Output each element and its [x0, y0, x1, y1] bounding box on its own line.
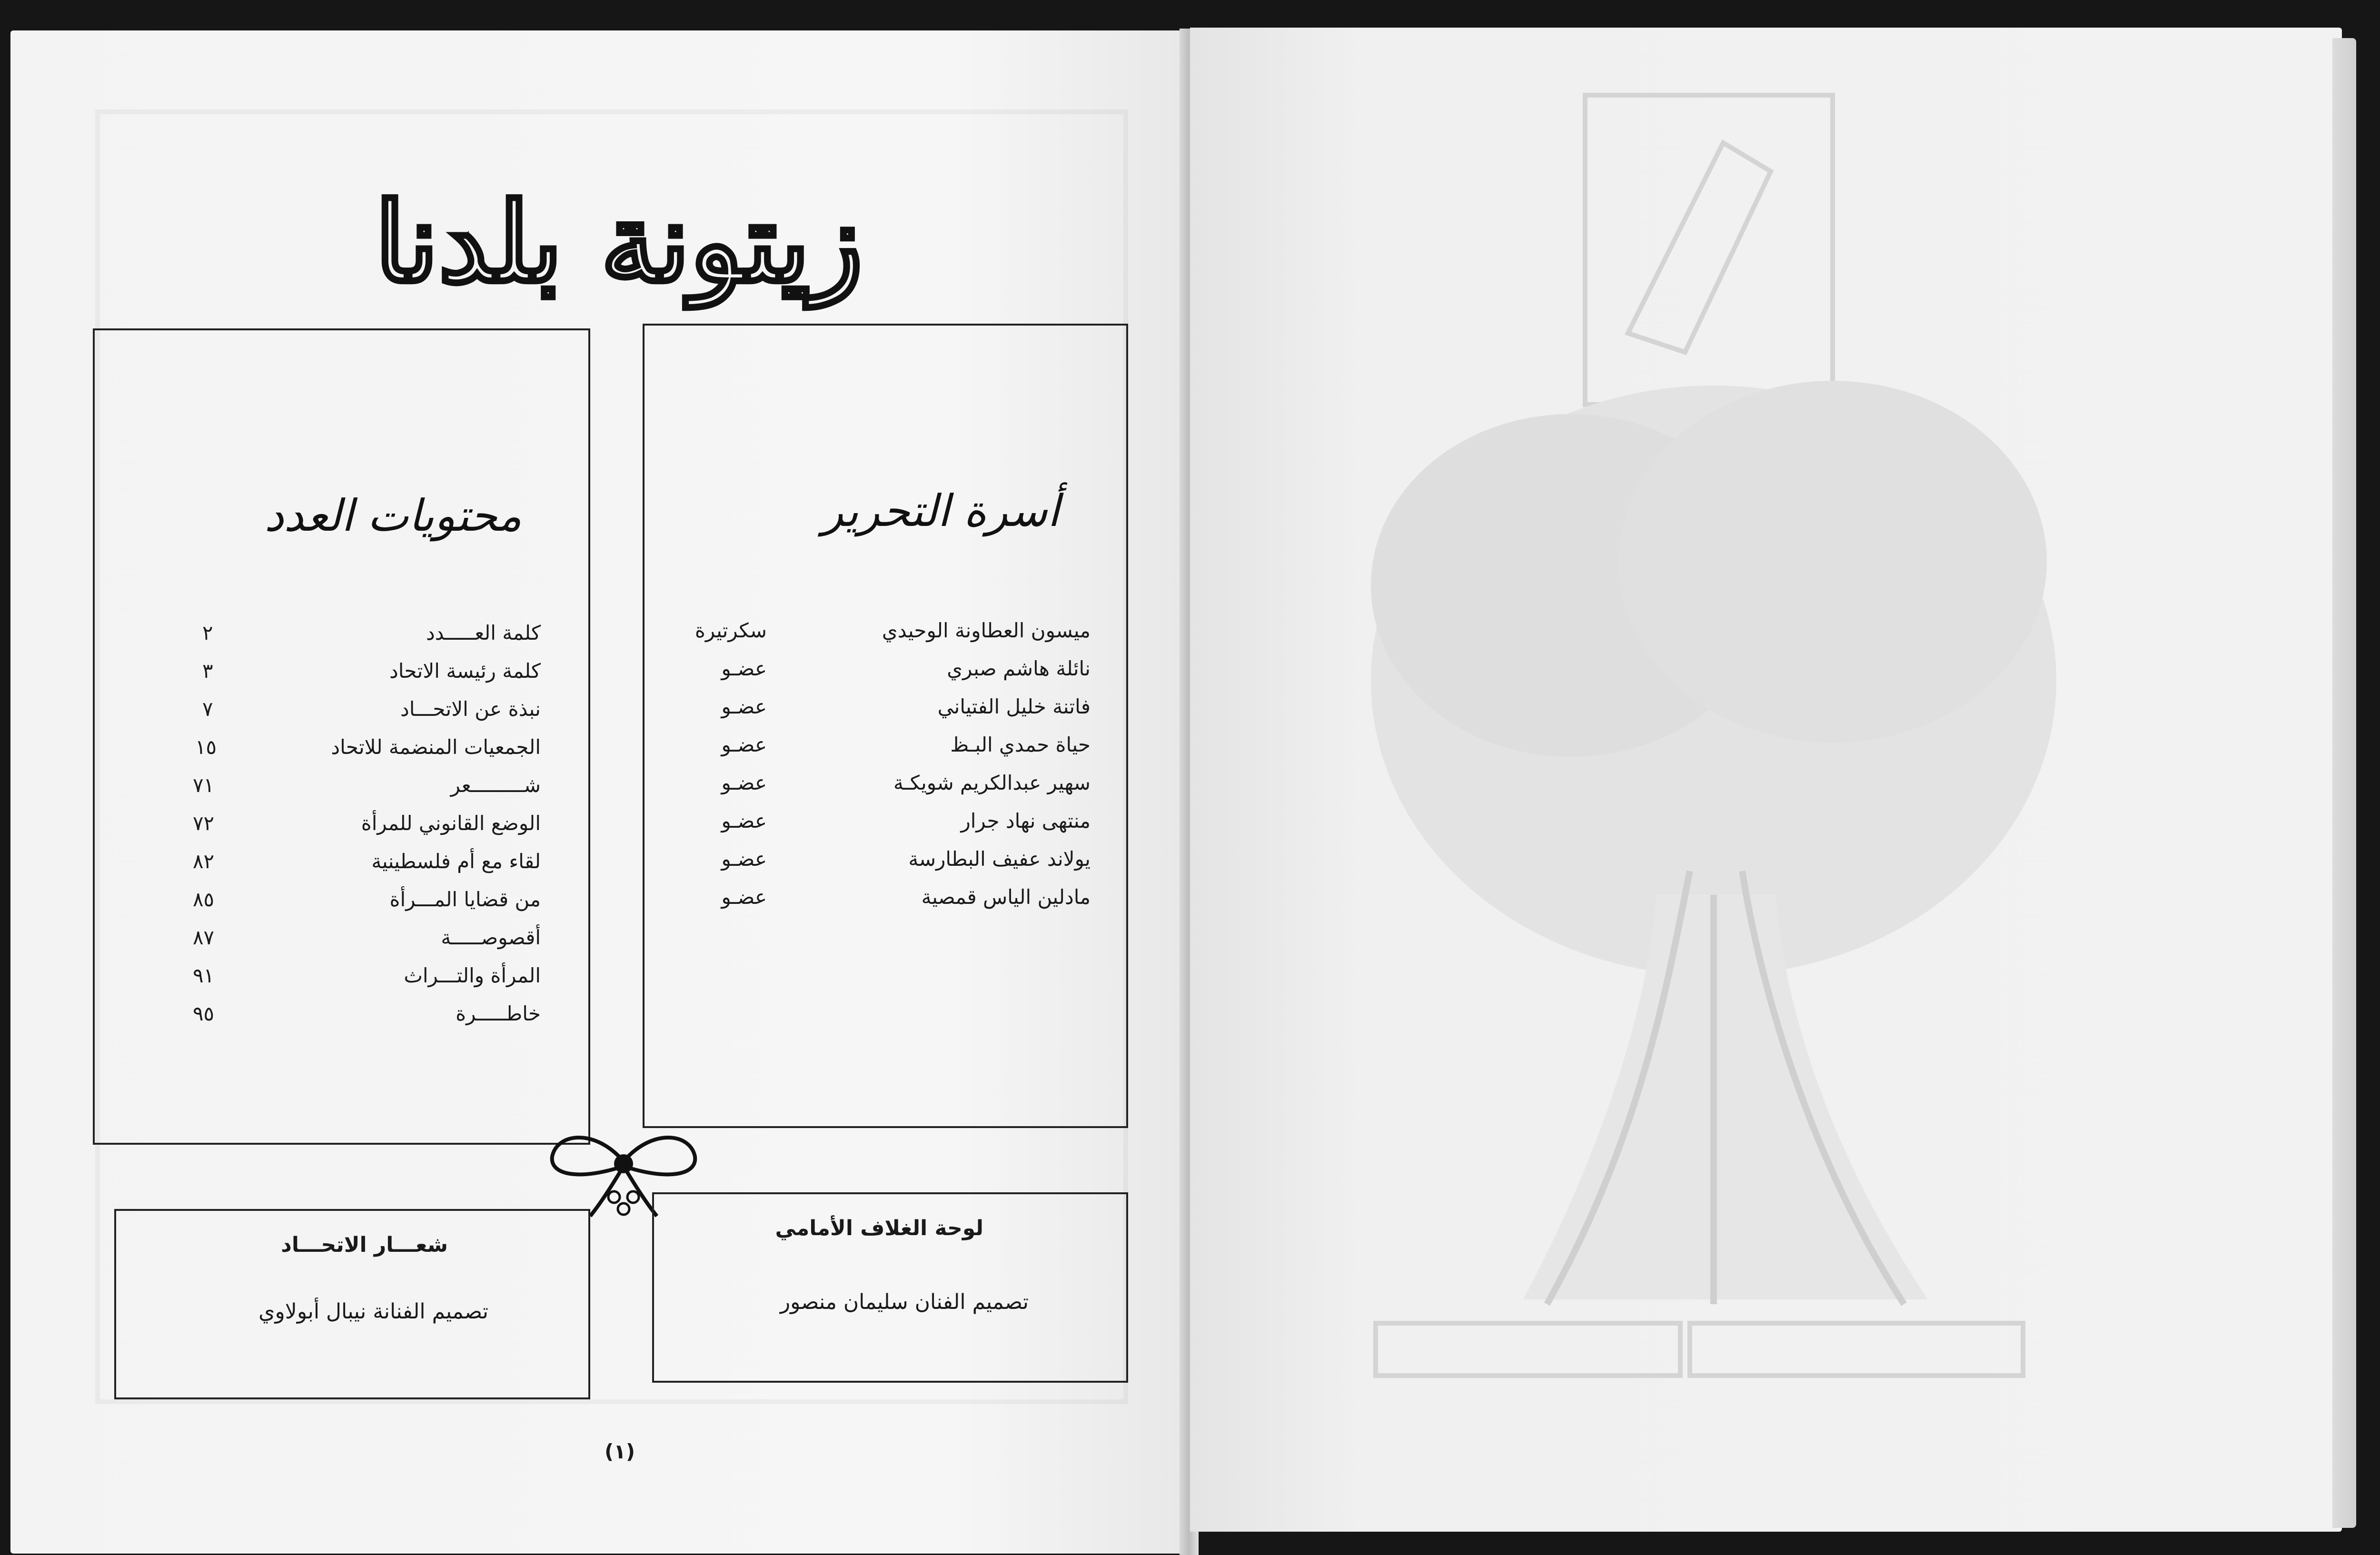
contents-item: [331, 735, 541, 759]
contents-item-page: ٨٢: [193, 850, 215, 873]
front-cover-title: لوحة الغلاف الأمامي: [775, 1216, 983, 1240]
emblem-title: شعـــار الاتحـــاد: [281, 1233, 448, 1257]
contents-item: [426, 621, 541, 644]
contents-item-title: الجمعيات المنضمة للاتحاد: [331, 735, 541, 759]
contents-item: [361, 812, 541, 835]
contents-item: [371, 850, 541, 873]
editorial-member-name: نائلة هاشم صبري: [947, 657, 1091, 680]
olive-tree-illustration: [1238, 86, 2285, 1442]
contents-item-page: ٨٥: [193, 888, 215, 911]
editorial-member-role: عضـو: [721, 809, 767, 832]
editorial-heading: أسرة التحرير: [822, 485, 1060, 536]
contents-item-page: ٨٧: [193, 926, 215, 949]
contents-item-title: المرأة والتـــراث: [404, 964, 541, 987]
contents-item-page: ٧٢: [193, 812, 215, 835]
editorial-member-role: عضـو: [721, 733, 767, 756]
contents-item-page: ٧: [202, 697, 213, 721]
contents-item-title: كلمة رئيسة الاتحاد: [389, 659, 541, 683]
editorial-member-name: مادلين الياس قمصية: [921, 885, 1091, 909]
contents-item: [389, 659, 541, 683]
contents-item-page: ٩٥: [193, 1002, 215, 1025]
contents-item: [400, 697, 541, 721]
editorial-member-role: عضـو: [721, 657, 767, 680]
editorial-member-name: فاتنة خليل الفتياني: [937, 695, 1091, 718]
contents-item-title: خاطـــــرة: [456, 1002, 541, 1025]
contents-item-page: ٧١: [193, 773, 215, 797]
contents-item-title: أقصوصـــــة: [441, 926, 541, 949]
contents-item-page: ٣: [202, 659, 213, 683]
contents-item-title: نبذة عن الاتحـــاد: [400, 697, 541, 721]
contents-item-title: شـــــــــعر: [450, 773, 541, 797]
editorial-member-name: حياة حمدي البـظ: [950, 733, 1091, 756]
contents-item-title: الوضع القانوني للمرأة: [361, 812, 541, 835]
contents-item-title: كلمة العـــــدد: [426, 621, 541, 644]
contents-item: [390, 888, 541, 911]
editorial-member-name: يولاند عفيف البطارسة: [908, 847, 1091, 871]
editorial-member-name: سهير عبدالكريم شويكـة: [893, 771, 1091, 794]
contents-heading: محتويات العدد: [264, 490, 522, 541]
editorial-member-name: ميسون العطاونة الوحيدي: [882, 619, 1091, 642]
front-cover-credit: تصميم الفنان سليمان منصور: [780, 1290, 1029, 1314]
contents-item: [441, 926, 541, 949]
page-number: (١): [605, 1440, 635, 1463]
emblem-credit: تصميم الفنانة نيبال أبولاوي: [258, 1299, 488, 1324]
contents-item-title: من قضايا المـــرأة: [389, 888, 541, 911]
contents-item: [404, 964, 541, 987]
editorial-member-name: منتهى نهاد جرار: [961, 809, 1091, 832]
editorial-box: [643, 324, 1128, 1128]
page-edge: [2332, 38, 2356, 1528]
editorial-member-role: عضـو: [721, 771, 767, 794]
contents-item-page: ٢: [202, 621, 213, 644]
contents-item-title: لقاء مع أم فلسطينية: [371, 850, 541, 873]
editorial-member-role: عضـو: [721, 847, 767, 871]
editorial-member-role: عضـو: [721, 885, 767, 909]
contents-item: [451, 773, 541, 797]
contents-item-page: ١٥: [195, 735, 217, 759]
magazine-title: زيتونة بلدنا: [375, 178, 863, 307]
contents-item-page: ٩١: [193, 964, 215, 987]
editorial-member-role: عضـو: [721, 695, 767, 718]
contents-item: [456, 1002, 541, 1025]
editorial-member-role: سكرتيرة: [694, 619, 767, 642]
